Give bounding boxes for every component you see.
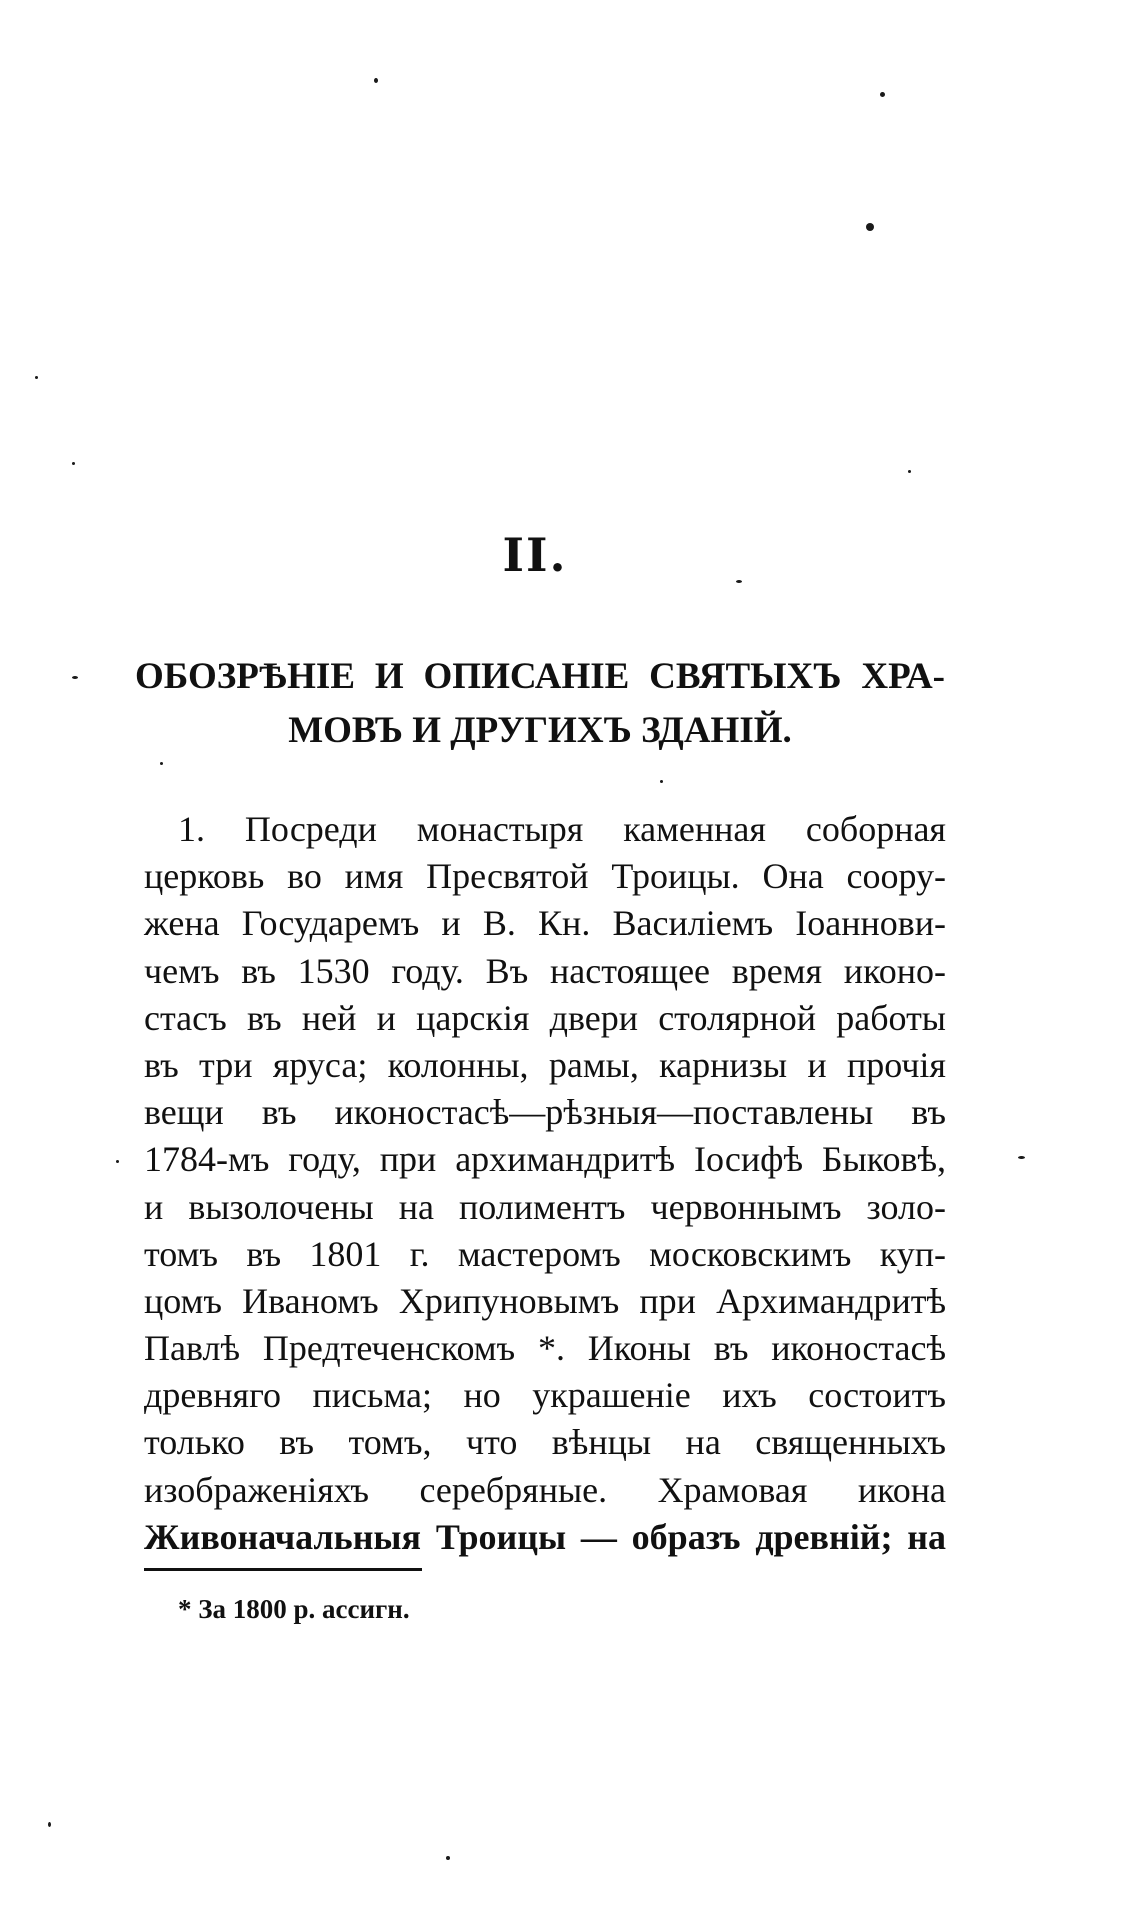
text-line: только въ томъ, что вѣнцы на священныхъ xyxy=(144,1422,946,1463)
scan-speck xyxy=(1018,1156,1025,1159)
scan-speck xyxy=(866,223,874,231)
scan-speck xyxy=(48,1822,51,1827)
scan-speck xyxy=(374,78,378,83)
text-line: Живоначальныя Троицы — образъ древній; на xyxy=(144,1516,946,1557)
chapter-number: II. xyxy=(502,528,568,582)
scan-speck xyxy=(660,780,663,783)
heading-line: МОВЪ И ДРУГИХЪ ЗДАНІЙ. xyxy=(288,710,792,751)
text-line: церковь во имя Пресвятой Троицы. Она соору- xyxy=(144,856,946,897)
text-line: 1. Посреди монастыря каменная соборная xyxy=(178,809,946,849)
text-line: и вызолочены на полиментъ червоннымъ золо- xyxy=(144,1186,946,1227)
text-line: стасъ въ ней и царскія двери столярной работы xyxy=(144,997,946,1038)
text-line: древняго письма; но украшеніе ихъ состоитъ xyxy=(144,1375,946,1416)
text-line: изображеніяхъ серебряные. Храмовая икона xyxy=(144,1469,946,1510)
text-line: томъ въ 1801 г. мастеромъ московскимъ куп- xyxy=(144,1233,946,1274)
text-line: жена Государемъ и В. Кн. Василіемъ Іоаннови- xyxy=(144,903,946,944)
scan-speck xyxy=(35,376,38,379)
scan-speck xyxy=(116,1160,119,1163)
footnote: * За 1800 р. ассигн. xyxy=(178,1594,410,1624)
text-line: Павлѣ Предтеченскомъ *. Иконы въ иконостасѣ xyxy=(144,1328,946,1369)
body-paragraph xyxy=(144,806,946,1561)
scan-speck xyxy=(72,462,75,465)
footnote-divider xyxy=(144,1568,422,1571)
text-line: цомъ Иваномъ Хрипуновымъ при Архимандритѣ xyxy=(144,1280,946,1321)
scan-speck xyxy=(160,762,163,765)
text-line: въ три яруса; колонны, рамы, карнизы и прочія xyxy=(144,1044,946,1085)
heading-line: ОБОЗРѢНІЕ И ОПИСАНІЕ СВЯТЫХЪ ХРА- xyxy=(135,656,945,697)
scan-speck xyxy=(880,92,885,97)
scan-speck xyxy=(72,676,78,679)
text-line: вещи въ иконостасѣ—рѣзныя—поставлены въ xyxy=(144,1092,946,1133)
scan-speck xyxy=(446,1856,450,1860)
text-line: 1784-мъ году, при архимандритѣ Іосифѣ Быковѣ, xyxy=(144,1139,946,1180)
text-line: чемъ въ 1530 году. Въ настоящее время иконо- xyxy=(144,950,946,991)
section-heading xyxy=(135,650,945,758)
scan-speck xyxy=(908,470,911,473)
